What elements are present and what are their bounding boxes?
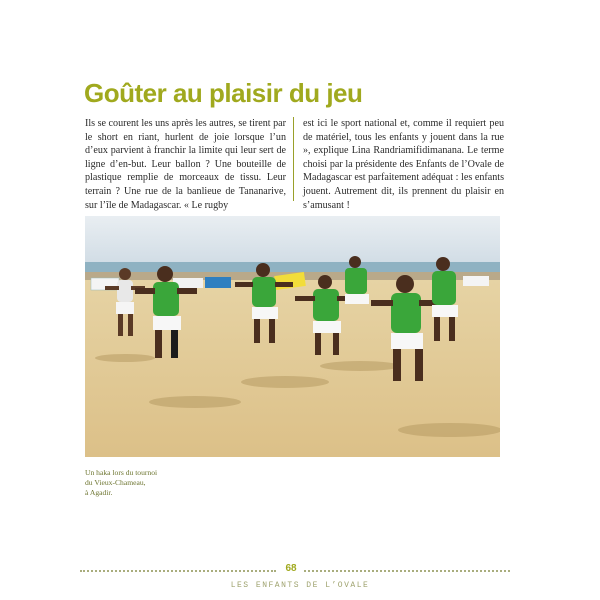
article-column-2: est ici le sport national et, comme il requiert peu de matériel, tous les enfants y jouent dans la rue », explique Lina Randriamifidimanana. Le terme choisi par la présidente des Enfants de l’Ovale de Madagascar est parfaitement adéquat : les enfants jouent. Autrement dit, ils prennent du plaisir en s’amusant ! <box>303 118 504 211</box>
footer-dotted-line-left <box>80 570 276 572</box>
article-column-1: Ils se courent les uns après les autres, se tirent par le short en riant, hurlent de joie lorsque l’un d’eux parvient à franchir la limite qui leur sert de ligne d’en-but. Leur ballon ? Une bouteille de plastique remplie de morceaux de tissu. Leur terrain ? Une rue de la banlieue de Tananarive, sur l’île de Madagascar. « Le rugby <box>85 118 286 211</box>
footer-dotted-line-right <box>304 570 510 572</box>
caption-line: du Vieux-Chameau, <box>85 478 146 487</box>
running-title: LES ENFANTS DE L’OVALE <box>230 581 370 590</box>
page-number: 68 <box>285 563 297 574</box>
haka-photo <box>85 216 500 457</box>
caption-line: à Agadir. <box>85 488 113 497</box>
article-title: Goûter au plaisir du jeu <box>84 78 363 108</box>
photo-caption <box>85 468 157 498</box>
caption-line: Un haka lors du tournoi <box>85 468 158 477</box>
column-divider <box>293 117 294 201</box>
